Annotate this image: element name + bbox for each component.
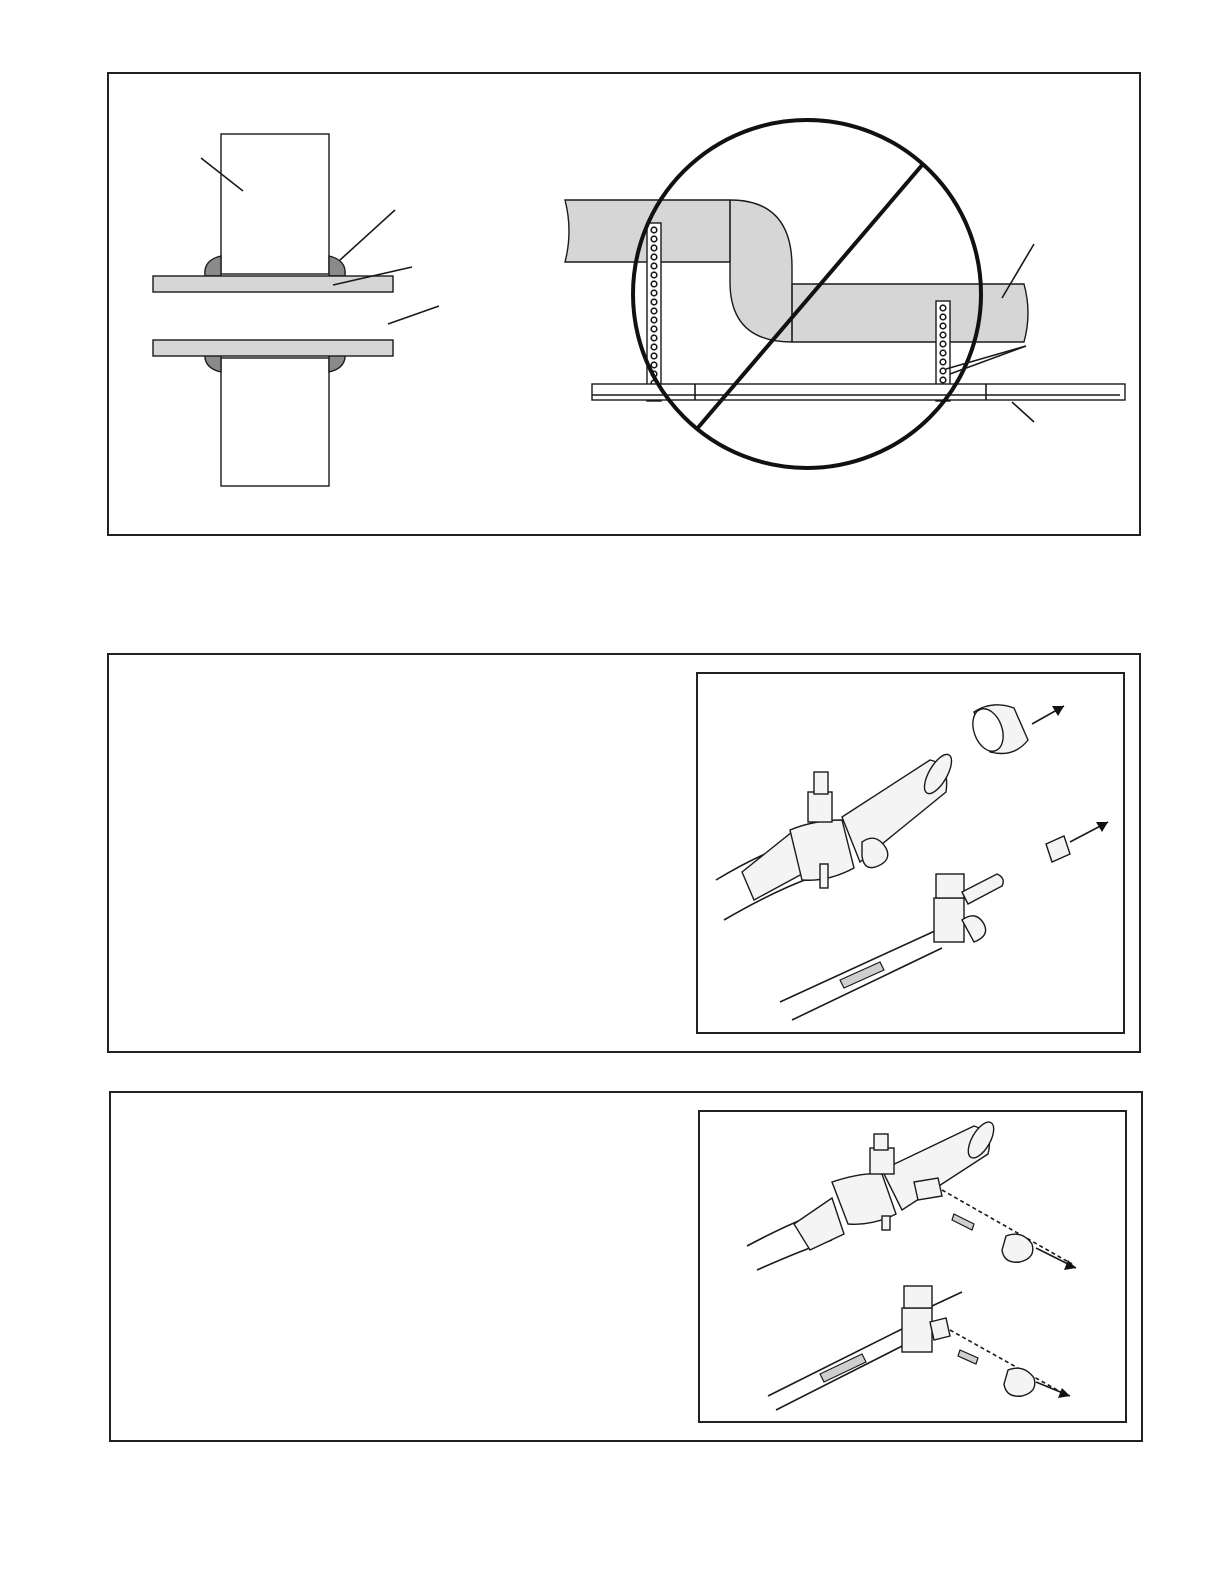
leader-strap-a	[946, 346, 1026, 369]
improper-suspension-illustration	[565, 120, 1125, 468]
wall-lower-block	[221, 358, 329, 486]
leader-tube	[388, 306, 439, 324]
figure-top-frame	[107, 72, 1141, 536]
suction-service-valve	[716, 750, 957, 920]
wall-penetration-illustration	[153, 134, 439, 486]
sealant-upper-left	[205, 256, 221, 276]
floor-joist	[592, 384, 1125, 400]
service-valve-cores-panel	[698, 1110, 1127, 1423]
service-valve-cores-drawing	[700, 1112, 1129, 1425]
tube-lower-wall	[153, 340, 393, 356]
liquid-valve-core-removal	[768, 1286, 1070, 1410]
service-valve-caps-drawing	[698, 674, 1127, 1036]
service-valve-caps-panel	[696, 672, 1125, 1034]
sealant-upper-right	[329, 256, 345, 276]
removed-cap-large	[967, 705, 1064, 756]
figure-bottom-frame	[109, 1091, 1143, 1442]
removed-cap-small	[1046, 822, 1108, 862]
leader-sealant	[340, 210, 395, 260]
leader-joist	[1012, 402, 1034, 422]
suction-valve-core-removal	[747, 1118, 1076, 1270]
figure-top-drawing	[109, 74, 1143, 538]
wall-upper-block	[221, 134, 329, 274]
figure-middle-frame	[107, 653, 1141, 1053]
liquid-service-valve	[780, 874, 1003, 1020]
tube-upper-wall	[153, 276, 393, 292]
leader-strap-b	[950, 346, 1026, 374]
